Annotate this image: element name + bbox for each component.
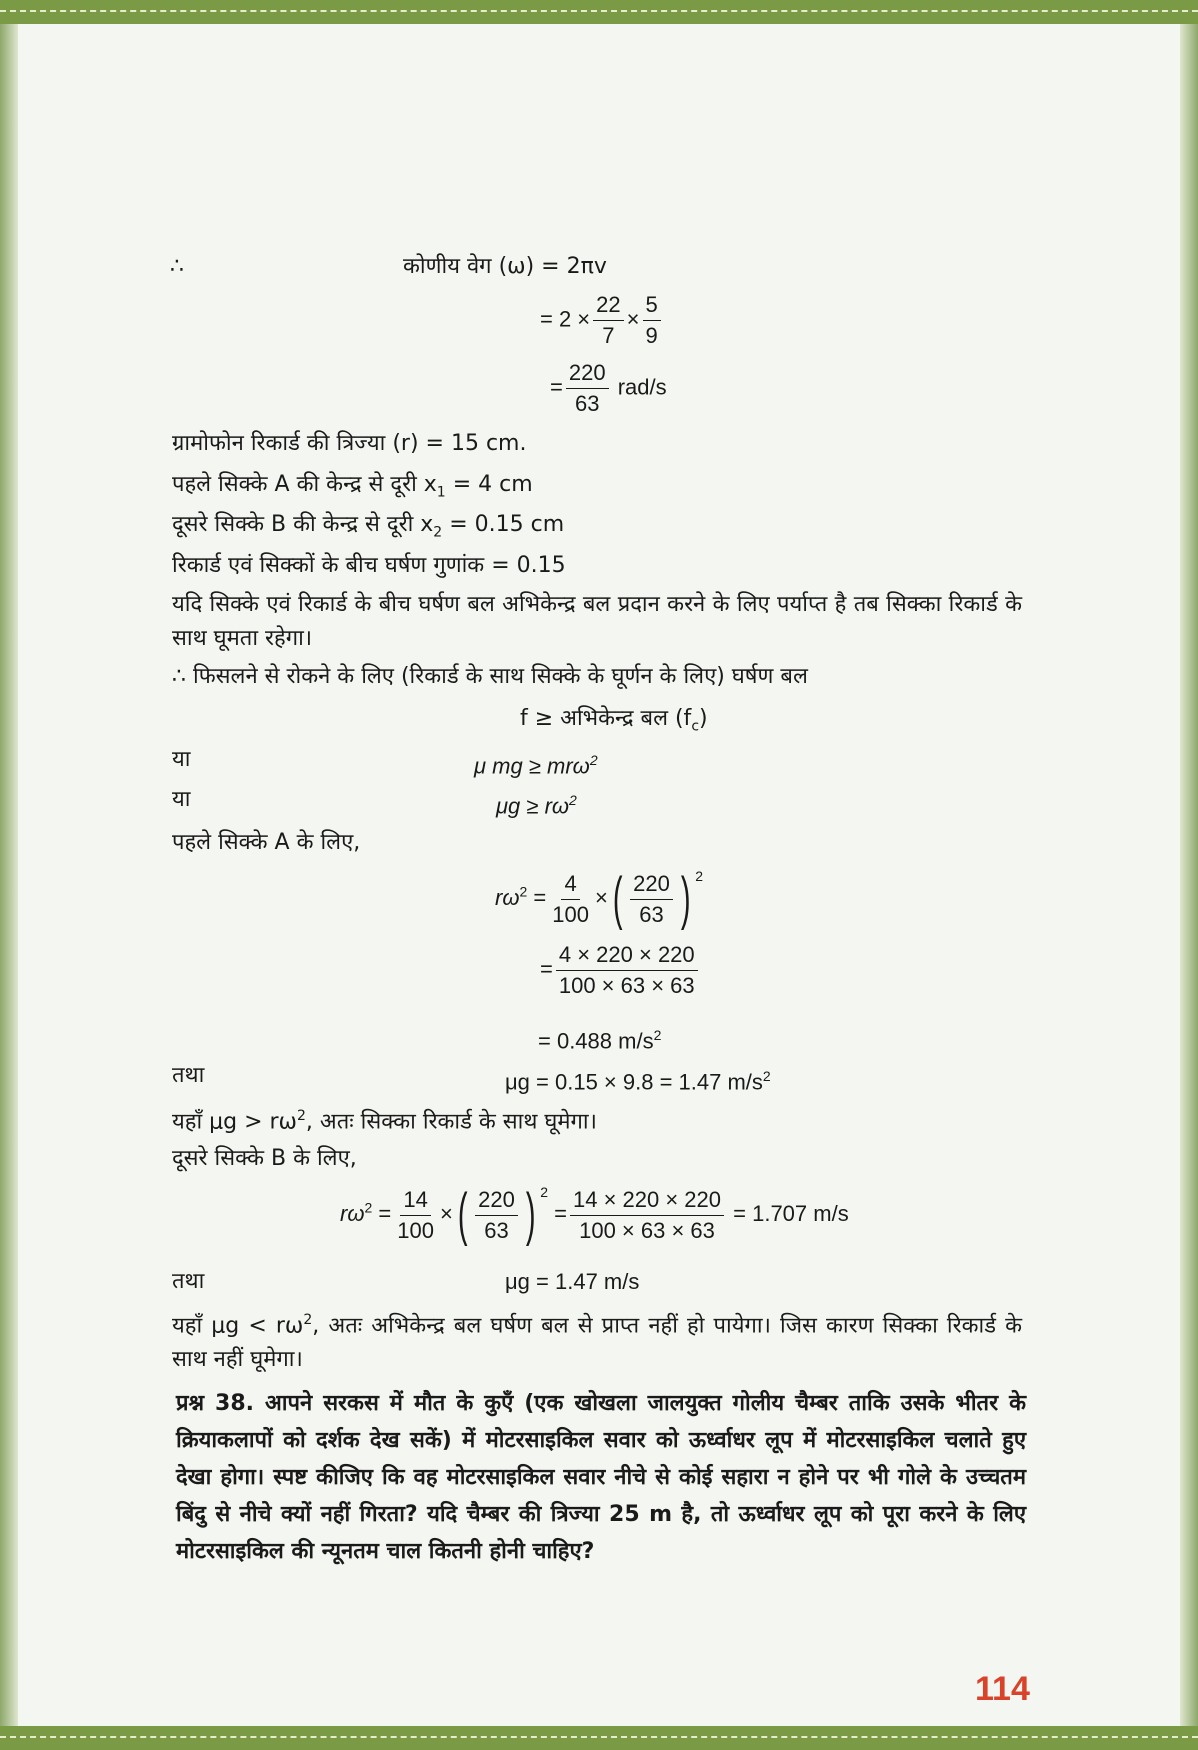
angular-velocity-formula: कोणीय वेग (ω) = 2πv xyxy=(403,254,607,279)
inequality-1: μ mg ≥ mrω$^2$ xyxy=(474,752,598,779)
coin-a-distance: पहले सिक्के A की केन्द्र से दूरी $x_1 = 4$ cm xyxy=(172,472,533,501)
tatha-label-1: तथा xyxy=(172,1063,205,1088)
rw-b-calculation: $r\omega^2$ = $\frac{14}{100}$ × ( $\frac{220}{63}$ ) $^2$ = $\frac{14 \times 220 \times 220}{100 \times 63 \times 63}$ = 1.707 m/s xyxy=(340,1182,849,1248)
rw-a-step-2: = $\frac{4 \times 220 \times 220}{100 \times 63 \times 63}$ xyxy=(540,940,701,1001)
rw-a-step-1: $r\omega^2$ = $\frac{4}{100}$ × ( $\frac{220}{63}$ ) $^2$ xyxy=(495,866,703,932)
left-border xyxy=(0,24,18,1726)
ya-label-2: या xyxy=(172,787,191,812)
conclusion-coin-b: यहाँ $\mu g < r\omega^2$, अतः अभिकेन्द्र बल घर्षण बल से प्राप्त नहीं हो पायेगा। जिस कारण सिक्का रिकार्ड के साथ नहीं घूमेगा। xyxy=(172,1312,1022,1373)
for-coin-a: पहले सिक्के A के लिए, xyxy=(172,830,361,855)
question-text: आपने सरकस में मौत के कुएँ (एक खोखला जालयुक्त गोलीय चैम्बर ताकि उसके भीतर के क्रियाकलापों को दर्शक देख सकें) में मोटरसाइकिल सवार को ऊर्ध्वाधर लूप में मोटरसाइकिल चलाते हुए देखा होगा। स्पष्ट कीजिए कि वह मोटरसाइकिल सवार नीचे से कोई सहारा न होने पर भी गोले के उच्चतम बिंदु से नीचे क्यों नहीं गिरता? यदि चैम्बर की त्रिज्या 25 m है, तो ऊर्ध्वाधर लूप को पूरा करने के लिए मोटरसाइकिल की न्यूनतम चाल कितनी होनी चाहिए? xyxy=(176,1391,1026,1564)
bottom-border xyxy=(0,1726,1198,1750)
right-border xyxy=(1180,24,1198,1726)
inequality-2: $\mu g \ge r\omega^2$ xyxy=(496,792,577,819)
question-label: प्रश्न 38. xyxy=(176,1391,255,1416)
for-coin-b: दूसरे सिक्के B के लिए, xyxy=(172,1146,357,1171)
condition-paragraph: यदि सिक्के एवं रिकार्ड के बीच घर्षण बल अभिकेन्द्र बल प्रदान करने के लिए पर्याप्त है तब सिक्का रिकार्ड के साथ घूमता रहेगा। xyxy=(172,592,1022,651)
coin-b-distance: दूसरे सिक्के B की केन्द्र से दूरी $x_2 = 0.15$ cm xyxy=(172,512,565,541)
friction-inequality: f ≥ अभिकेन्द्र बल $(f_c)$ xyxy=(520,706,708,735)
therefore-symbol: ∴ xyxy=(170,254,184,279)
omega-step-2: = $\frac{220}{63}$ rad/s xyxy=(550,360,667,416)
question-38 xyxy=(176,1385,1026,1570)
omega-step-1: = 2 × $\frac{22}{7}$ × $\frac{5}{9}$ xyxy=(540,290,664,351)
mu-g-value-1: μg = 0.15 × 9.8 = 1.47 $m/s^2$ xyxy=(505,1068,771,1095)
conclusion-coin-a: यहाँ $\mu g > r\omega^2$, अतः सिक्का रिकार्ड के साथ घूमेगा। xyxy=(172,1108,597,1135)
ya-label-1: या xyxy=(172,747,191,772)
top-border xyxy=(0,0,1198,24)
page-number: 114 xyxy=(975,1670,1030,1708)
rw-a-result: = 0.488 $m/s^2$ xyxy=(538,1027,662,1054)
tatha-label-2: तथा xyxy=(172,1269,205,1294)
therefore-line: ∴ फिसलने से रोकने के लिए (रिकार्ड के साथ सिक्के के घूर्णन के लिए) घर्षण बल xyxy=(172,664,808,689)
mu-g-value-2: μg = 1.47 m/s xyxy=(505,1269,640,1294)
record-radius: ग्रामोफोन रिकार्ड की त्रिज्या (r) = 15 cm. xyxy=(172,431,527,456)
friction-coefficient: रिकार्ड एवं सिक्कों के बीच घर्षण गुणांक = 0.15 xyxy=(172,553,566,578)
